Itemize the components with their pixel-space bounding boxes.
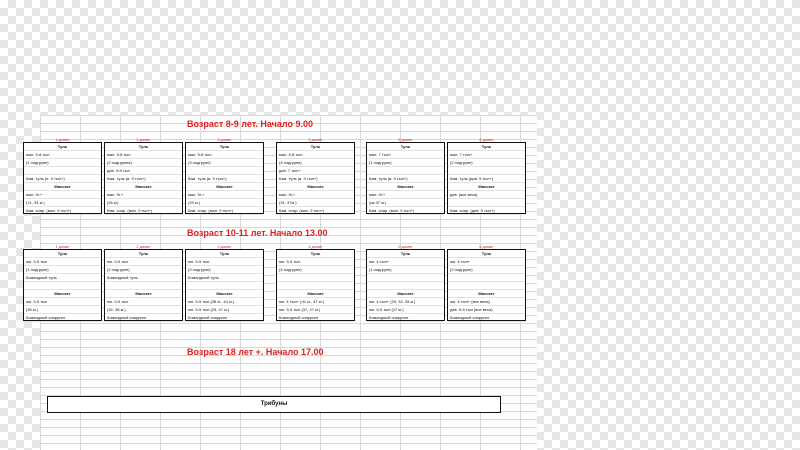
day-card — [366, 142, 445, 214]
card-heading: Туль — [448, 143, 525, 151]
card-heading: Туль — [105, 143, 182, 151]
card-line: дев. 9-5 тыл (все веса) — [448, 306, 525, 314]
card-line — [448, 274, 525, 282]
card-line: (4 подгрупп) — [277, 266, 354, 274]
card-line: юн. 9-5 тыл — [277, 258, 354, 266]
card-heading: Массаге — [186, 290, 263, 298]
card-line — [186, 167, 263, 175]
card-line: юн. 4 тыл+ (41 кг., 47 кг.) — [277, 298, 354, 306]
card-line: (32, 38 кг.) — [105, 306, 182, 314]
card-line — [24, 282, 101, 290]
card-line: (26 кг) — [105, 199, 182, 207]
card-line: (1 подгрупп) — [367, 159, 444, 167]
card-line — [24, 167, 101, 175]
card-line: юн. 9-5 тыл (27 кг.) — [367, 306, 444, 314]
card-heading: Массаге — [448, 183, 525, 191]
card-line: Командный туль — [24, 274, 101, 282]
card-line: Кам. спар. (мал. 9 тыл+) — [277, 207, 354, 215]
card-line: мал. 9г.+ — [367, 191, 444, 199]
card-line: Кам. туль (в. 9 тыл+) — [277, 175, 354, 183]
card-line: Командный туль — [186, 274, 263, 282]
card-line: (29 кг.) — [186, 199, 263, 207]
card-line: (3 подгрупп) — [186, 159, 263, 167]
card-line: (3 подгрупп) — [186, 266, 263, 274]
tribunes-label: Трибуны — [260, 401, 288, 407]
card-line: Кам. спар. (дев. 9 тыл+) — [448, 207, 525, 215]
day-card — [104, 249, 183, 321]
card-line: (21, 34 кг.) — [24, 199, 101, 207]
day-label: 2 домег — [136, 137, 151, 142]
tribunes-box — [47, 396, 501, 413]
card-line: мал. 9-8 тыл — [186, 151, 263, 159]
card-line: мал. 9-8 тыл — [105, 151, 182, 159]
card-heading: Туль — [186, 143, 263, 151]
card-line: (4 подгрупп) — [277, 159, 354, 167]
card-line: (1 подгрупп) — [24, 159, 101, 167]
card-line: юн. 9-5 тыл (37, 47 кг.) — [277, 306, 354, 314]
card-line: Кам. туль (н. 9 тыл+) — [24, 175, 101, 183]
card-line: Кам. туль (в. 9 тыл+) — [367, 175, 444, 183]
card-line: юн. 4 тыл+ — [448, 258, 525, 266]
card-line: юн. 4 тыл+ (все веса) — [448, 298, 525, 306]
card-heading: Массаге — [24, 183, 101, 191]
card-line: (2 подгрупп) — [448, 266, 525, 274]
day-label: 1 домег — [55, 244, 70, 249]
card-line: Кам. спар. (мал. 9 тыл+) — [186, 207, 263, 215]
card-line — [277, 274, 354, 282]
day-card — [276, 249, 355, 321]
card-heading: Массаге — [105, 290, 182, 298]
card-heading: Туль — [186, 250, 263, 258]
card-heading: Массаге — [24, 290, 101, 298]
card-line: (2 подгрупп) — [448, 159, 525, 167]
card-line: Командный спарринг — [24, 314, 101, 322]
day-label: 5 домег — [398, 137, 413, 142]
card-line — [367, 167, 444, 175]
card-line — [448, 282, 525, 290]
card-line: мал. 9г.+ — [186, 191, 263, 199]
card-line: (35 кг.) — [24, 306, 101, 314]
card-line: юн. 9-5 тыл — [24, 258, 101, 266]
card-line: (1 подгрупп) — [367, 266, 444, 274]
card-line: Кам. туль (дев. 9 тыл+) — [448, 175, 525, 183]
card-line — [105, 282, 182, 290]
card-line: мал. 9г.+ — [105, 191, 182, 199]
card-line: Кам. туль (в. 9 тыл+) — [105, 175, 182, 183]
card-line — [448, 199, 525, 207]
card-heading: Туль — [367, 250, 444, 258]
card-heading: Массаге — [448, 290, 525, 298]
card-line: Кам. спар. (мал. 9 тыл+) — [367, 207, 444, 215]
card-heading: Массаге — [105, 183, 182, 191]
card-line: юн. 9-5 тыл (29, 47 кг.) — [186, 306, 263, 314]
day-label: 4 домег — [308, 137, 323, 142]
card-line: мал. 7 тыл+ — [367, 151, 444, 159]
card-line: Командный спарринг — [186, 314, 263, 322]
card-line: мал. 9-8 тыл — [277, 151, 354, 159]
card-heading: Туль — [105, 250, 182, 258]
card-line: мал. 9-8 тыл — [24, 151, 101, 159]
section-title: Возраст 8-9 лет. Начало 9.00 — [187, 119, 314, 129]
card-line: (1 подгрупп) — [24, 266, 101, 274]
card-line: юн. 9-5 тыл (38 кг., 44 кг.) — [186, 298, 263, 306]
card-line: юн. 9-5 тыл — [105, 258, 182, 266]
card-heading: Туль — [24, 250, 101, 258]
day-card — [104, 142, 183, 214]
card-line: юн. 9-5 тыл — [105, 298, 182, 306]
card-heading: Туль — [277, 143, 354, 151]
card-line: (св.37 кг.) — [367, 199, 444, 207]
card-line: Командный спарринг — [367, 314, 444, 322]
card-line: юн. 4 тыл+ — [367, 258, 444, 266]
card-line: юн. 9-5 тыл — [24, 298, 101, 306]
card-line: (2 подгрупп) — [105, 266, 182, 274]
card-heading: Массаге — [367, 183, 444, 191]
day-label: 6 домег — [479, 244, 494, 249]
day-card — [185, 249, 264, 321]
card-line: Командный туль — [105, 274, 182, 282]
card-line: дев. 7 тыл+ — [277, 167, 354, 175]
day-card — [276, 142, 355, 214]
card-heading: Туль — [24, 143, 101, 151]
day-label: 2 домег — [136, 244, 151, 249]
card-line — [277, 282, 354, 290]
card-line: мал. 7 тыл+ — [448, 151, 525, 159]
day-label: 3 домег — [217, 244, 232, 249]
card-line — [186, 282, 263, 290]
day-label: 1 домег — [55, 137, 70, 142]
card-line: юн. 9-5 тыл — [186, 258, 263, 266]
day-card — [23, 249, 102, 321]
section-title: Возраст 10-11 лет. Начало 13.00 — [187, 228, 328, 238]
card-line: (31, 37кг.) — [277, 199, 354, 207]
day-card — [185, 142, 264, 214]
card-heading: Массаге — [186, 183, 263, 191]
card-line: дев. (все веса) — [448, 191, 525, 199]
card-line: Командный спарринг — [105, 314, 182, 322]
card-line — [367, 282, 444, 290]
day-card — [366, 249, 445, 321]
day-card — [447, 142, 526, 214]
card-line: мал. 9г.+ — [24, 191, 101, 199]
day-label: 4 домег — [308, 244, 323, 249]
card-line: юн. 4 тыл+ (29, 32, 35 кг) — [367, 298, 444, 306]
card-line: Кам. туль (в. 9 тыл+) — [186, 175, 263, 183]
card-line: Командный спарринг — [448, 314, 525, 322]
card-heading: Туль — [367, 143, 444, 151]
day-label: 6 домег — [479, 137, 494, 142]
card-heading: Массаге — [277, 290, 354, 298]
card-line: Командный спарринг — [277, 314, 354, 322]
card-heading: Туль — [277, 250, 354, 258]
card-heading: Туль — [448, 250, 525, 258]
card-line: Кам. спар. (мал. 9 тыл+) — [105, 207, 182, 215]
card-heading: Массаге — [277, 183, 354, 191]
card-line — [367, 274, 444, 282]
card-line: Кам. спар. (мал. 9 тыл+) — [24, 207, 101, 215]
card-heading: Массаге — [367, 290, 444, 298]
section-title: Возраст 18 лет +. Начало 17.00 — [187, 347, 324, 357]
card-line: (2 подгруппа) — [105, 159, 182, 167]
card-line: дев. 9-8 тыл — [105, 167, 182, 175]
day-label: 5 домег — [398, 244, 413, 249]
card-line — [448, 167, 525, 175]
card-line: мал. 9г.+ — [277, 191, 354, 199]
day-card — [23, 142, 102, 214]
day-card — [447, 249, 526, 321]
day-label: 3 домег — [217, 137, 232, 142]
